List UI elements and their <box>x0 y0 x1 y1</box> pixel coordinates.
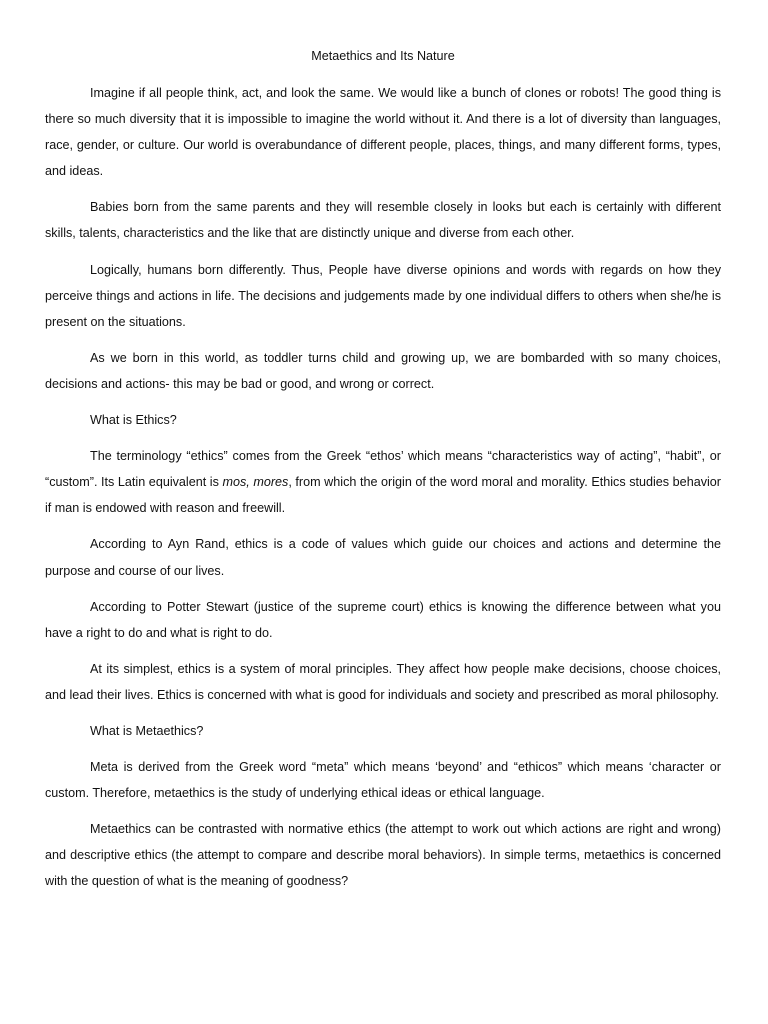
paragraph-ayn-rand: According to Ayn Rand, ethics is a code of values which guide our choices and actions and determine the purpose and course of our lives. <box>45 537 721 578</box>
ethics-origin-latin-term: mos, mores <box>222 475 289 490</box>
heading-what-is-ethics: What is Ethics? <box>90 413 177 428</box>
paragraph-potter-stewart: According to Potter Stewart (justice of the supreme court) ethics is knowing the difference between what you have a right to do and what is right to do. <box>45 599 721 640</box>
paragraph-babies: Babies born from the same parents and they will resemble closely in looks but each is certainly with different skills, talents, characteristics and the like that are distinctly unique and diverse from each other. <box>45 200 721 241</box>
paragraph-simplest: At its simplest, ethics is a system of moral principles. They affect how people make decisions, choose choices, and lead their lives. Ethics is concerned with what is good for individuals and society and prescribed as moral philosophy. <box>45 661 721 702</box>
paragraph-diversity: Imagine if all people think, act, and look the same. We would like a bunch of clones or robots! The good thing is there so much diversity that it is impossible to imagine the world without it. And there is a lot of diversity than languages, race, gender, or culture. Our world is overabundance of different people, places, things, and many different forms, types, and ideas. <box>45 86 721 179</box>
paragraph-meta-derived: Meta is derived from the Greek word “meta” which means ‘beyond’ and “ethicos” which means ‘character or custom. Therefore, metaethics is the study of underlying ethical ideas or ethical language. <box>45 760 721 801</box>
ethics-origin-before: The terminology “ethics” comes from the Greek “ethos’ which means “characteristics way of acting”, “habit”, or “custom”. Its Latin equivalent is <box>45 449 721 490</box>
paragraph-ethics-origin <box>45 443 721 521</box>
document-title: Metaethics and Its Nature <box>311 49 455 63</box>
ethics-origin-after: , from which the origin of the word moral and morality. Ethics studies behavior if man is endowed with reason and freewill. <box>45 475 721 516</box>
document-body <box>45 80 721 905</box>
paragraph-born-world: As we born in this world, as toddler turns child and growing up, we are bombarded with so many choices, decisions and actions- this may be bad or good, and wrong or correct. <box>45 350 721 391</box>
heading-what-is-metaethics: What is Metaethics? <box>90 723 204 738</box>
paragraph-metaethics-contrast: Metaethics can be contrasted with normative ethics (the attempt to work out which actions are right and wrong) and descriptive ethics (the attempt to compare and describe moral behaviors). In simple terms, metaethics is concerned with the question of what is the meaning of goodness? <box>45 822 721 889</box>
paragraph-logically: Logically, humans born differently. Thus, People have diverse opinions and words with regards on how they perceive things and actions in life. The decisions and judgements made by one individual differs to others when she/he is present on the situations. <box>45 262 721 329</box>
